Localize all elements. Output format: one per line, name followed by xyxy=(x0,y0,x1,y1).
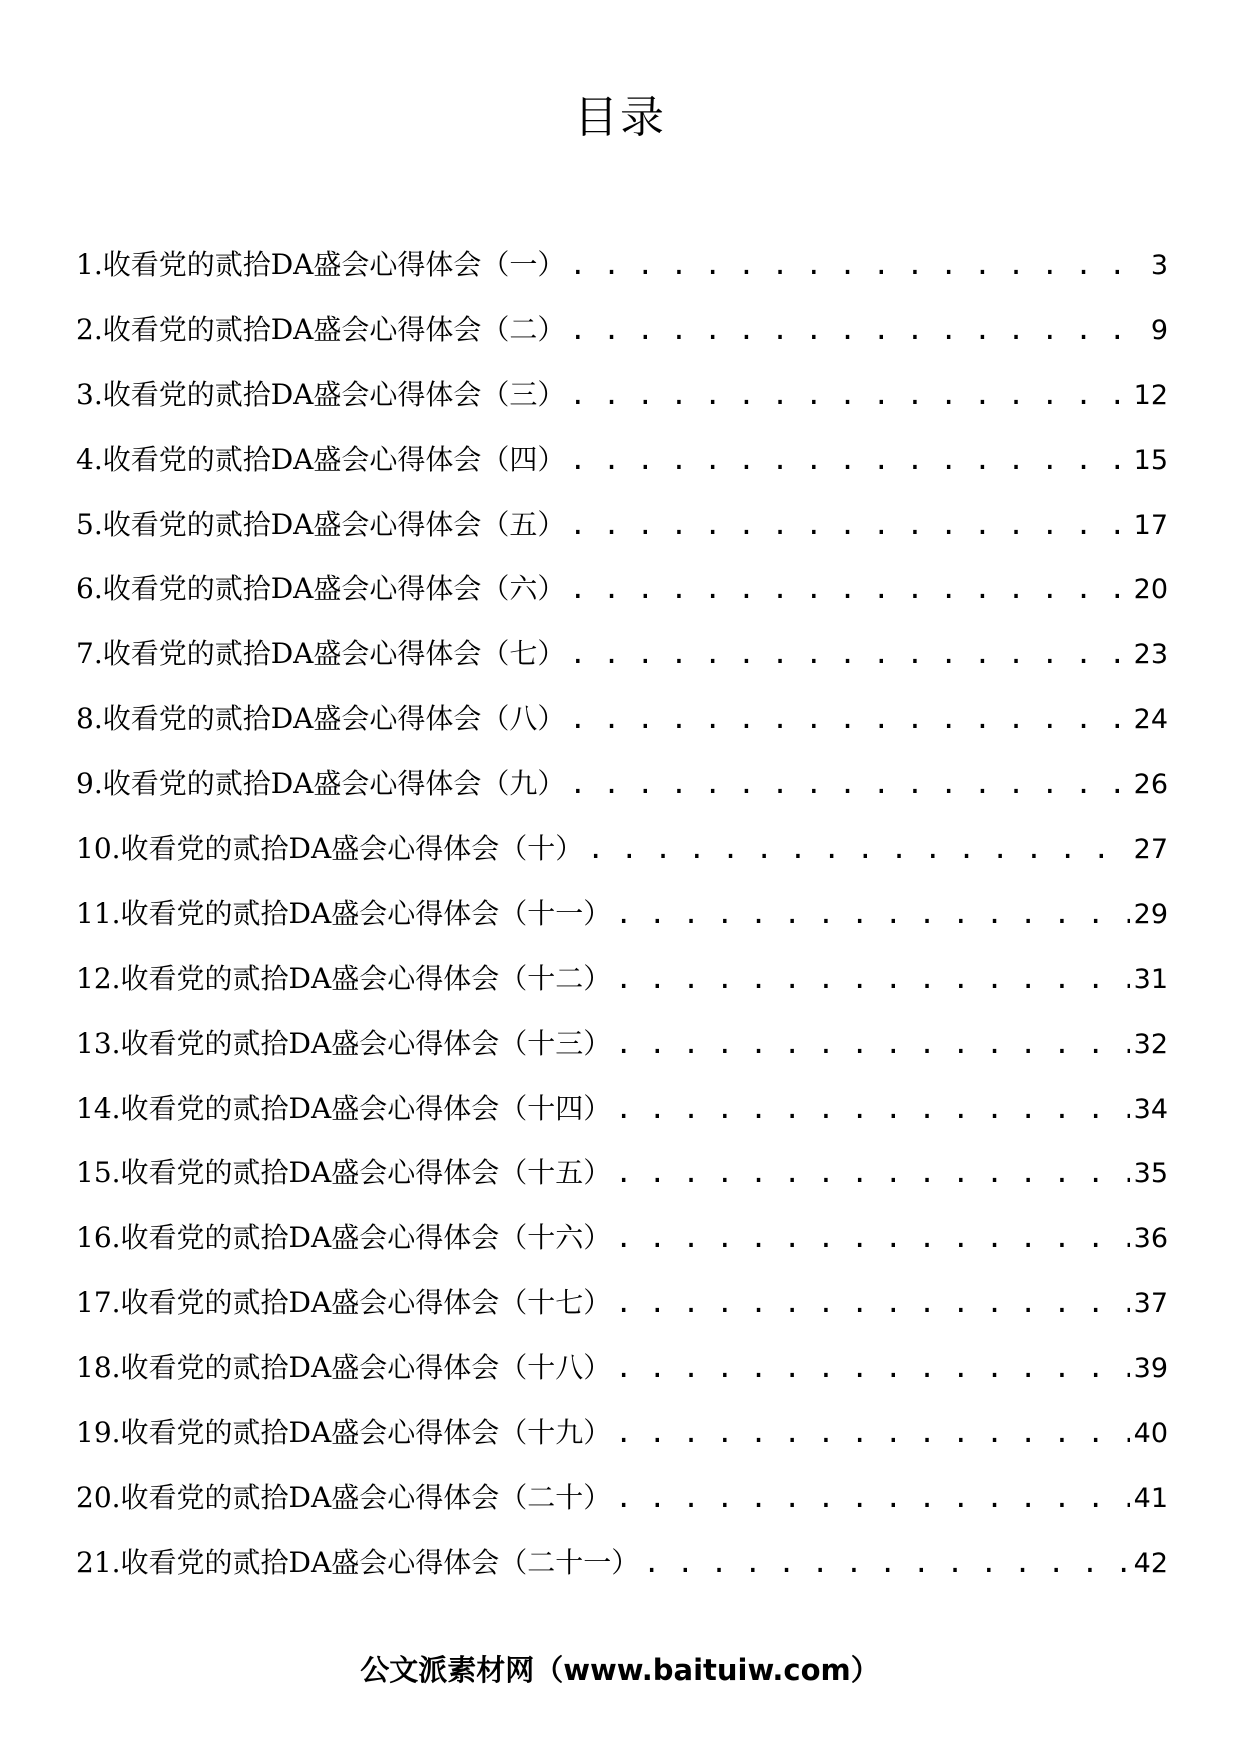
toc-page-number: 37 xyxy=(1133,1288,1168,1320)
toc-entry-label: 19.收看党的贰拾DA盛会心得体会（十九） xyxy=(76,1416,612,1450)
toc-entry-label: 5.收看党的贰拾DA盛会心得体会（五） xyxy=(76,507,566,541)
toc-page-number: 34 xyxy=(1133,1093,1168,1125)
toc-entry-label: 13.收看党的贰拾DA盛会心得体会（十三） xyxy=(76,1026,612,1060)
toc-page-number: 15 xyxy=(1133,444,1168,476)
toc-entry[interactable] xyxy=(76,567,1168,632)
toc-dot-leader xyxy=(615,1416,1129,1449)
toc-entry-label: 17.收看党的贰拾DA盛会心得体会（十七） xyxy=(76,1286,612,1320)
toc-page-number: 3 xyxy=(1150,250,1168,281)
toc-page-number: 31 xyxy=(1133,963,1168,995)
toc-dot-leader xyxy=(615,1221,1129,1254)
toc-entry-label: 3.收看党的贰拾DA盛会心得体会（三） xyxy=(76,377,566,411)
toc-entry[interactable] xyxy=(76,1346,1168,1411)
toc-dot-leader xyxy=(569,248,1146,281)
toc-page-number: 12 xyxy=(1133,379,1168,411)
toc-entry-label: 7.收看党的贰拾DA盛会心得体会（七） xyxy=(76,637,566,671)
toc-entry[interactable] xyxy=(76,1541,1168,1606)
toc-entry-label: 12.收看党的贰拾DA盛会心得体会（十二） xyxy=(76,961,612,995)
toc-entry-label: 20.收看党的贰拾DA盛会心得体会（二十） xyxy=(76,1480,612,1514)
toc-page-number: 39 xyxy=(1133,1353,1168,1385)
toc-dot-leader xyxy=(615,1092,1129,1125)
toc-dot-leader xyxy=(615,1481,1129,1514)
toc-dot-leader xyxy=(569,313,1146,346)
toc-page-number: 20 xyxy=(1133,574,1168,606)
toc-page-number: 42 xyxy=(1133,1547,1168,1579)
toc-dot-leader xyxy=(569,637,1129,670)
toc-entry-label: 11.收看党的贰拾DA盛会心得体会（十一） xyxy=(76,896,612,930)
toc-entry[interactable] xyxy=(76,308,1168,373)
toc-entry-label: 1.收看党的贰拾DA盛会心得体会（一） xyxy=(76,248,566,281)
toc-page-number: 41 xyxy=(1133,1482,1168,1514)
toc-entry[interactable] xyxy=(76,503,1168,568)
toc-entry[interactable] xyxy=(76,1411,1168,1476)
toc-dot-leader xyxy=(587,832,1129,865)
toc-page-number: 27 xyxy=(1133,834,1168,866)
toc-entry-label: 2.收看党的贰拾DA盛会心得体会（二） xyxy=(76,312,566,346)
toc-page-number: 32 xyxy=(1133,1028,1168,1060)
toc-page-number: 24 xyxy=(1133,704,1168,736)
toc-entry-label: 8.收看党的贰拾DA盛会心得体会（八） xyxy=(76,702,566,736)
toc-dot-leader xyxy=(569,508,1129,541)
toc-entry[interactable] xyxy=(76,1476,1168,1541)
toc-entry[interactable] xyxy=(76,762,1168,827)
toc-dot-leader xyxy=(615,897,1129,930)
footer-source: 公文派素材网（www.baituiw.com） xyxy=(360,1653,880,1687)
toc-entry[interactable] xyxy=(76,957,1168,1022)
toc-entry[interactable] xyxy=(76,1087,1168,1152)
toc-entry[interactable] xyxy=(76,243,1168,308)
toc-dot-leader xyxy=(615,1027,1129,1060)
toc-page-number: 9 xyxy=(1150,314,1168,346)
toc-dot-leader xyxy=(569,443,1129,476)
toc-page-number: 36 xyxy=(1133,1223,1168,1255)
toc-entry-label: 9.收看党的贰拾DA盛会心得体会（九） xyxy=(76,767,566,801)
toc-entry-label: 6.收看党的贰拾DA盛会心得体会（六） xyxy=(76,572,566,606)
toc-entry[interactable] xyxy=(76,1151,1168,1216)
toc-dot-leader xyxy=(569,702,1129,735)
toc-page-number: 23 xyxy=(1133,639,1168,671)
toc-entry[interactable] xyxy=(76,1281,1168,1346)
toc-entry[interactable] xyxy=(76,892,1168,957)
toc-entry-label: 16.收看党的贰拾DA盛会心得体会（十六） xyxy=(76,1221,612,1255)
toc-entry[interactable] xyxy=(76,827,1168,892)
toc-entry[interactable] xyxy=(76,697,1168,762)
toc-entry-label: 21.收看党的贰拾DA盛会心得体会（二十一） xyxy=(76,1545,640,1579)
toc-entry-label: 10.收看党的贰拾DA盛会心得体会（十） xyxy=(76,832,584,866)
toc-dot-leader xyxy=(615,962,1129,995)
toc-page-number: 26 xyxy=(1133,769,1168,801)
toc-entry-label: 18.收看党的贰拾DA盛会心得体会（十八） xyxy=(76,1351,612,1385)
toc-page-number: 17 xyxy=(1133,509,1168,541)
toc-entry[interactable] xyxy=(76,1216,1168,1281)
toc-entry[interactable] xyxy=(76,373,1168,438)
toc-entry[interactable] xyxy=(76,632,1168,697)
toc-dot-leader xyxy=(615,1351,1129,1384)
table-of-contents xyxy=(76,243,1168,1606)
toc-dot-leader xyxy=(615,1286,1129,1319)
toc-page-number: 35 xyxy=(1133,1158,1168,1190)
toc-entry-label: 4.收看党的贰拾DA盛会心得体会（四） xyxy=(76,442,566,476)
toc-entry-label: 14.收看党的贰拾DA盛会心得体会（十四） xyxy=(76,1091,612,1125)
toc-page-number: 40 xyxy=(1133,1418,1168,1450)
toc-page-number: 29 xyxy=(1133,898,1168,930)
toc-dot-leader xyxy=(643,1546,1129,1579)
toc-entry[interactable] xyxy=(76,1022,1168,1087)
page-title: 目录 xyxy=(574,92,666,143)
toc-dot-leader xyxy=(615,1156,1129,1189)
toc-entry[interactable] xyxy=(76,438,1168,503)
toc-dot-leader xyxy=(569,378,1129,411)
toc-dot-leader xyxy=(569,572,1129,605)
toc-entry-label: 15.收看党的贰拾DA盛会心得体会（十五） xyxy=(76,1156,612,1190)
toc-dot-leader xyxy=(569,767,1129,800)
